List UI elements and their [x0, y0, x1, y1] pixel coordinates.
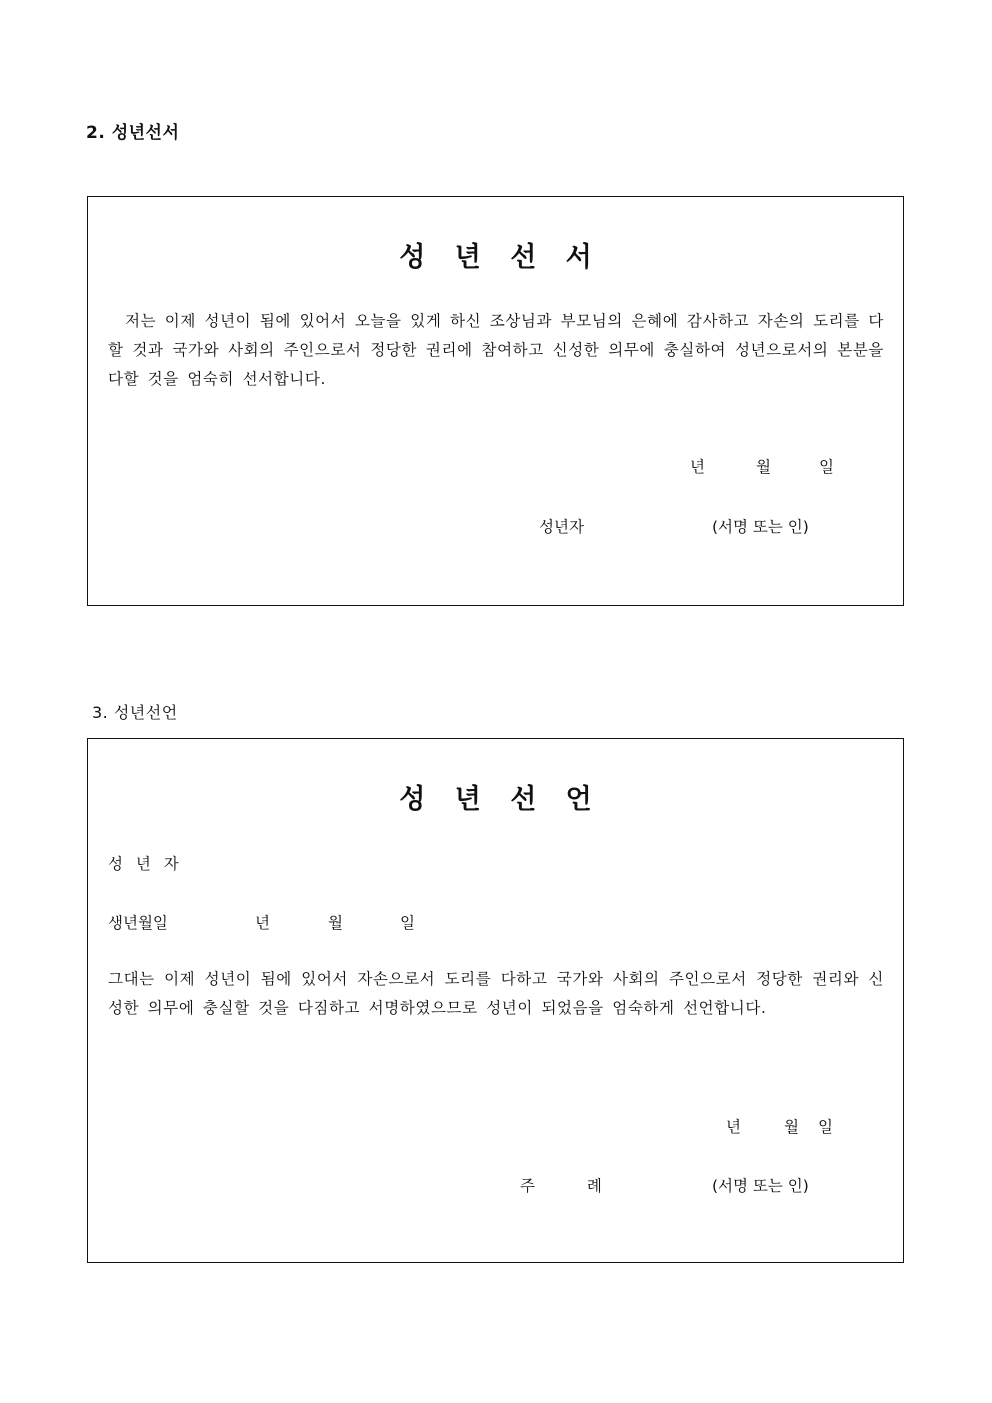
birth-label: 생년월일 [108, 914, 168, 932]
declaration-date-year: 년 [726, 1118, 741, 1136]
section-3-heading: 3. 성년선언 [92, 703, 178, 722]
section-2-heading: 2. 성년선서 [86, 123, 180, 143]
oath-date-month: 월 [756, 458, 771, 476]
oath-box [87, 196, 904, 606]
birth-year: 년 [255, 914, 270, 932]
adult-label: 성 년 자 [108, 855, 183, 873]
declaration-date-day: 일 [818, 1118, 833, 1136]
declaration-sign-note: (서명 또는 인) [712, 1177, 809, 1195]
declaration-date-month: 월 [784, 1118, 799, 1136]
declaration-box [87, 738, 904, 1263]
oath-body: 저는 이제 성년이 됨에 있어서 오늘을 있게 하신 조상님과 부모님의 은혜에 감사하고 자손의 도리를 다할 것과 국가와 사회의 주인으로서 정당한 권리에 참여하고 신성한 의무에 충실하여 성년으로서의 본분을 다할 것을 엄숙히 선서합니다. [108, 312, 884, 388]
host-label: 주 례 [520, 1177, 616, 1195]
oath-date-day: 일 [819, 458, 834, 476]
birth-day: 일 [400, 914, 415, 932]
oath-date-year: 년 [690, 458, 705, 476]
oath-title: 성 년 선 서 [399, 242, 602, 273]
declaration-body: 그대는 이제 성년이 됨에 있어서 자손으로서 도리를 다하고 국가와 사회의 주인으로서 정당한 권리와 신성한 의무에 충실할 것을 다짐하고 서명하였으므로 성년이 되었음을 엄숙하게 선언합니다. [108, 970, 884, 1017]
oath-sign-note: (서명 또는 인) [712, 518, 809, 536]
declaration-title: 성 년 선 언 [399, 784, 602, 815]
birth-month: 월 [328, 914, 343, 932]
oath-signer-label: 성년자 [539, 518, 584, 536]
